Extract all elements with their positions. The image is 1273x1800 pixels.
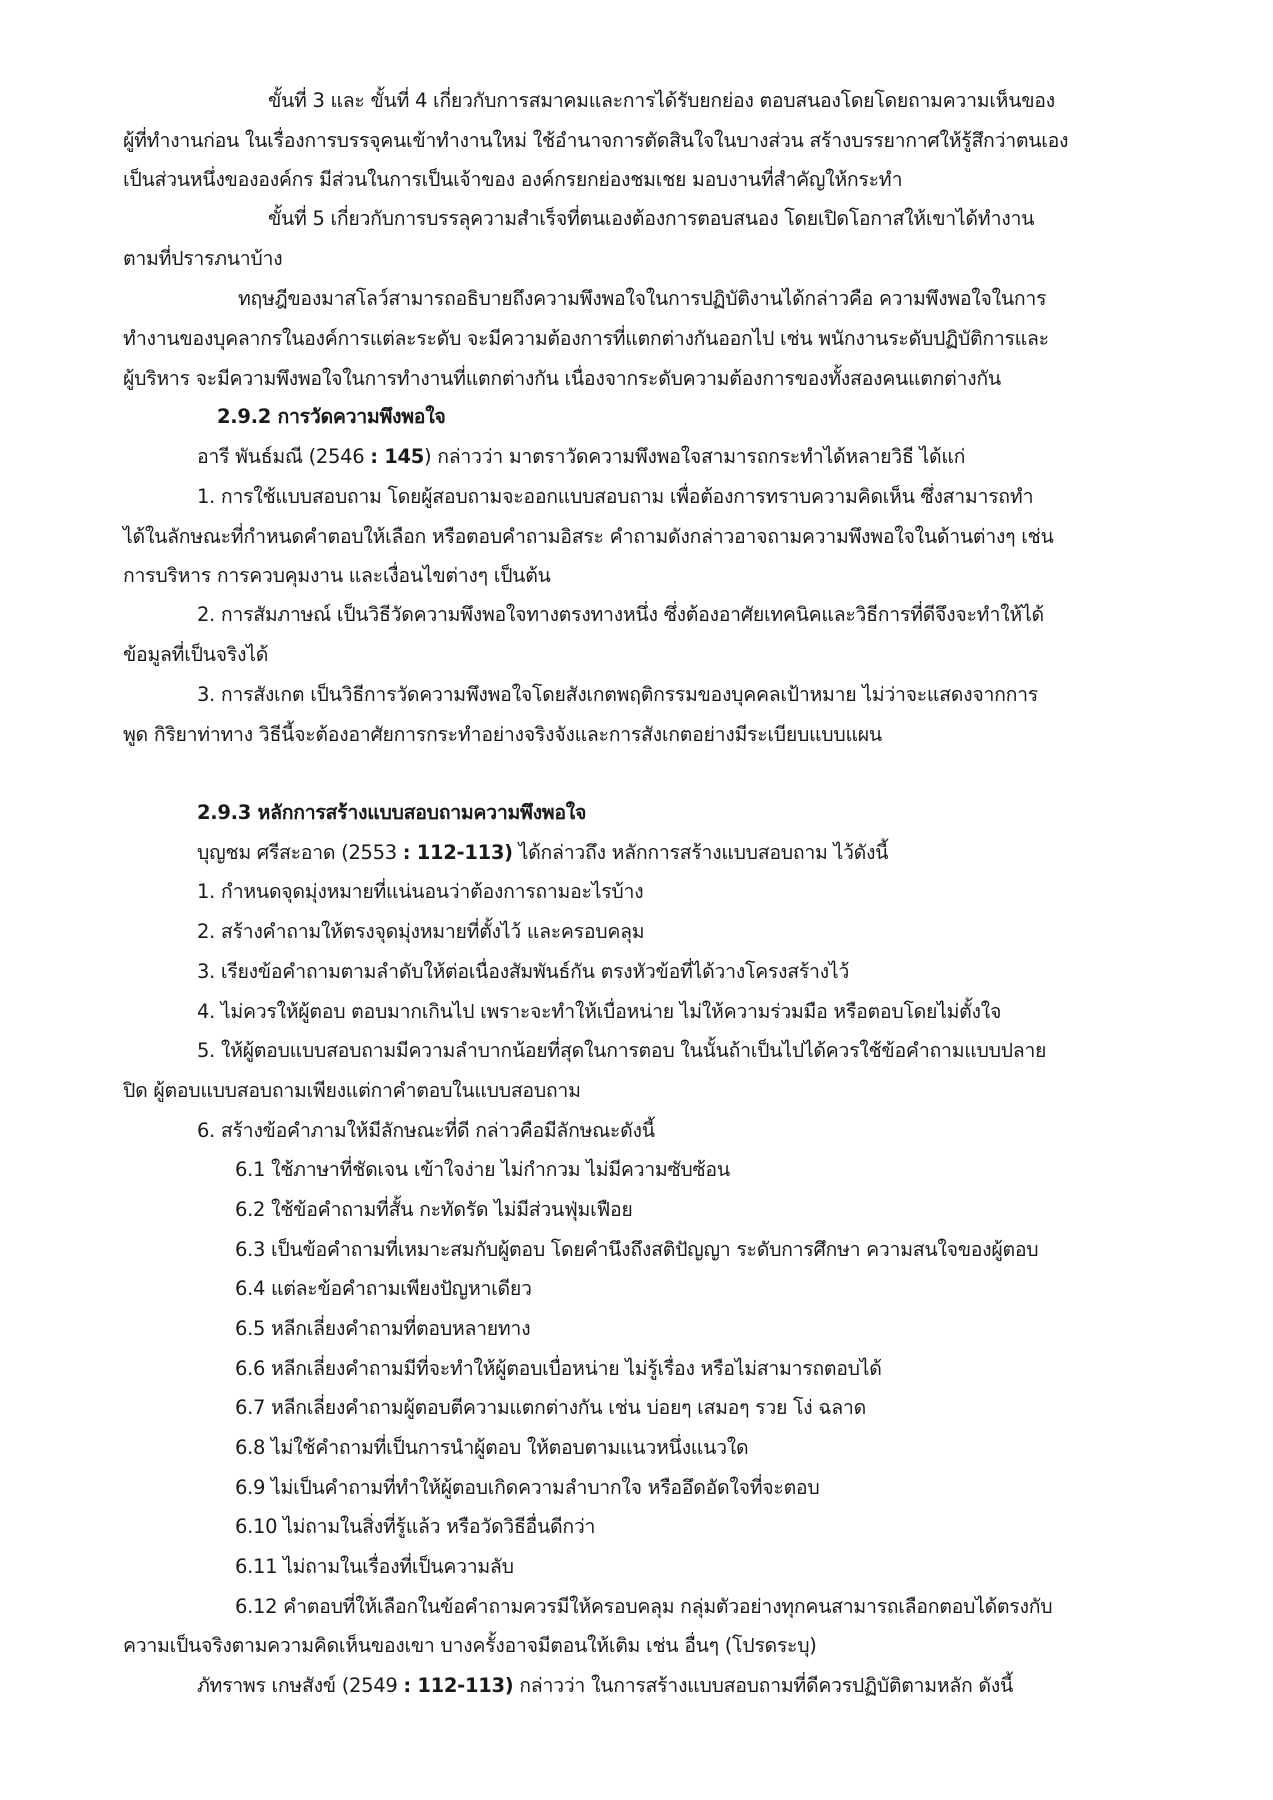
list-item-line: 3. การสังเกต เป็นวิธีการวัดความพึงพอใจโดยสังเกตพฤติกรรมของบุคคลเป้าหมาย ไม่ว่าจะแสดงจากการ xyxy=(197,683,1038,706)
paragraph-line: ผู้บริหาร จะมีความพึงพอใจในการทำงานที่แตกต่างกัน เนื่องจากระดับความต้องการของทั้งสองคนแตกต่างกัน xyxy=(123,367,1001,390)
list-item-line: 1. การใช้แบบสอบถาม โดยผู้สอบถามจะออกแบบสอบถาม เพื่อต้องการทราบความคิดเห็น ซึ่งสามารถทำ xyxy=(197,485,1034,508)
list-item-line: พูด กิริยาท่าทาง วิธีนี้จะต้องอาศัยการกระทำอย่างจริงจังและการสังเกตอย่างมีระเบียบแบบแผน xyxy=(123,723,882,746)
citation-line xyxy=(197,442,965,472)
list-item: 2. สร้างคำถามให้ตรงจุดมุ่งหมายที่ตั้งไว้ และครอบคลุม xyxy=(197,920,645,943)
list-item-line: ข้อมูลที่เป็นจริงได้ xyxy=(123,643,269,666)
list-item: 6. สร้างข้อคำภามให้มีลักษณะที่ดี กล่าวคือมีลักษณะดังนี้ xyxy=(197,1119,655,1142)
sub-list-item: 6.4 แต่ละข้อคำถามเพียงปัญหาเดียว xyxy=(235,1277,532,1300)
sub-list-item-line: ความเป็นจริงตามความคิดเห็นของเขา บางครั้งอาจมีตอนให้เติม เช่น อื่นๆ (โปรดระบุ) xyxy=(123,1634,817,1657)
citation-pages: : 145 xyxy=(370,445,424,468)
paragraph-line: ขั้นที่ 5 เกี่ยวกับการบรรลุความสำเร็จที่ตนเองต้องการตอบสนอง โดยเปิดโอกาสให้เขาได้ทำงาน xyxy=(268,207,1035,230)
citation-line xyxy=(197,838,888,868)
paragraph-line: ขั้นที่ 3 และ ขั้นที่ 4 เกี่ยวกับการสมาคมและการได้รับยกย่อง ตอบสนองโดยโดยถามความเห็นของ xyxy=(268,89,1055,112)
citation-text: กล่าวว่า ในการสร้างแบบสอบถามที่ดีควรปฏิบัติตามหลัก ดังนี้ xyxy=(513,1674,1013,1697)
citation-text: ได้กล่าวถึง หลักการสร้างแบบสอบถาม ไว้ดังนี้ xyxy=(512,841,889,864)
sub-list-item: 6.2 ใช้ข้อคำถามที่สั้น กะทัดรัด ไม่มีส่วนฟุ่มเฟือย xyxy=(235,1198,633,1221)
citation-pages: : 112-113) xyxy=(402,841,513,864)
section-heading-2-9-2: 2.9.2 การวัดความพึงพอใจ xyxy=(217,405,446,428)
list-item-line: ปิด ผู้ตอบแบบสอบถามเพียงแต่กาคำตอบในแบบสอบถาม xyxy=(123,1079,581,1102)
citation-line xyxy=(197,1671,1013,1701)
list-item: 3. เรียงข้อคำถามตามลำดับให้ต่อเนื่องสัมพันธ์กัน ตรงหัวข้อที่ได้วางโครงสร้างไว้ xyxy=(197,960,850,983)
citation-author: บุญชม ศรีสะอาด (2553 xyxy=(197,841,403,864)
sub-list-item: 6.9 ไม่เป็นคำถามที่ทำให้ผู้ตอบเกิดความลำบากใจ หรืออึดอัดใจที่จะตอบ xyxy=(235,1476,820,1499)
sub-list-item: 6.1 ใช้ภาษาที่ชัดเจน เข้าใจง่าย ไม่กำกวม ไม่มีความซับซ้อน xyxy=(235,1158,730,1181)
list-item: 1. กำหนดจุดมุ่งหมายที่แน่นอนว่าต้องการถามอะไรบ้าง xyxy=(197,880,644,903)
list-item-line: ได้ในลักษณะที่กำหนดคำตอบให้เลือก หรือตอบคำถามอิสระ คำถามดังกล่าวอาจถามความพึงพอใจในด้านต่างๆ เช่น xyxy=(123,525,1054,548)
sub-list-item: 6.7 หลีกเลี่ยงคำถามผู้ตอบตีความแตกต่างกัน เช่น บ่อยๆ เสมอๆ รวย โง่ ฉลาด xyxy=(235,1396,866,1419)
list-item-line: การบริหาร การควบคุมงาน และเงื่อนไขต่างๆ เป็นต้น xyxy=(123,564,551,587)
sub-list-item: 6.11 ไม่ถามในเรื่องที่เป็นความลับ xyxy=(235,1555,514,1578)
citation-pages: : 112-113) xyxy=(403,1674,514,1697)
sub-list-item: 6.10 ไม่ถามในสิ่งที่รู้แล้ว หรือวัดวิธีอื่นดีกว่า xyxy=(235,1515,596,1538)
sub-list-item: 6.5 หลีกเลี่ยงคำถามที่ตอบหลายทาง xyxy=(235,1317,531,1340)
paragraph-line: ทฤษฎีของมาสโลว์สามารถอธิบายถึงความพึงพอใจในการปฏิบัติงานได้กล่าวคือ ความพึงพอใจในการ xyxy=(238,287,1047,310)
paragraph-line: ผู้ที่ทำงานก่อน ในเรื่องการบรรจุคนเข้าทำงานใหม่ ใช้อำนาจการตัดสินใจในบางส่วน สร้างบรรยากาศให้รู้สึกว่าตนเอง xyxy=(123,129,1069,152)
paragraph-line: เป็นส่วนหนึ่งขององค์กร มีส่วนในการเป็นเจ้าของ องค์กรยกย่องชมเชย มอบงานที่สำคัญให้กระทำ xyxy=(123,168,903,191)
list-item-line: 2. การสัมภาษณ์ เป็นวิธีวัดความพึงพอใจทางตรงทางหนึ่ง ซึ่งต้องอาศัยเทคนิคและวิธีการที่ดีจึงจะทำให้ได้ xyxy=(197,603,1044,626)
list-item: 4. ไม่ควรให้ผู้ตอบ ตอบมากเกินไป เพราะจะทำให้เบื่อหน่าย ไม่ให้ความร่วมมือ หรือตอบโดยไม่ตั้งใจ xyxy=(197,1000,1002,1023)
sub-list-item: 6.8 ไม่ใช้คำถามที่เป็นการนำผู้ตอบ ให้ตอบตามแนวหนึ่งแนวใด xyxy=(235,1436,749,1459)
sub-list-item-line: 6.12 คำตอบที่ให้เลือกในข้อคำถามควรมีให้ครอบคลุม กลุ่มตัวอย่างทุกคนสามารถเลือกตอบได้ตรงกับ xyxy=(235,1595,1053,1618)
paragraph-line: ตามที่ปรารภนาบ้าง xyxy=(123,247,283,270)
section-heading-2-9-3: 2.9.3 หลักการสร้างแบบสอบถามความพึงพอใจ xyxy=(197,801,587,824)
paragraph-line: ทำงานของบุคลากรในองค์การแต่ละระดับ จะมีความต้องการที่แตกต่างกันออกไป เช่น พนักงานระดับปฏิบัติการและ xyxy=(123,327,1049,350)
sub-list-item: 6.6 หลีกเลี่ยงคำถามมีที่จะทำให้ผู้ตอบเบื่อหน่าย ไม่รู้เรื่อง หรือไม่สามารถตอบได้ xyxy=(235,1357,882,1380)
citation-text: ) กล่าวว่า มาตราวัดความพึงพอใจสามารถกระทำได้หลายวิธี ได้แก่ xyxy=(424,445,966,468)
citation-author: อารี พันธ์มณี (2546 xyxy=(197,445,371,468)
citation-author: ภัทราพร เกษสังข์ (2549 xyxy=(197,1674,404,1697)
list-item-line: 5. ให้ผู้ตอบแบบสอบถามมีความลำบากน้อยที่สุดในการตอบ ในนั้นถ้าเป็นไปได้ควรใช้ข้อคำถามแบบปลาย xyxy=(197,1039,1047,1062)
sub-list-item: 6.3 เป็นข้อคำถามที่เหมาะสมกับผู้ตอบ โดยคำนึงถึงสติปัญญา ระดับการศึกษา ความสนใจของผู้ตอบ xyxy=(235,1238,1039,1261)
